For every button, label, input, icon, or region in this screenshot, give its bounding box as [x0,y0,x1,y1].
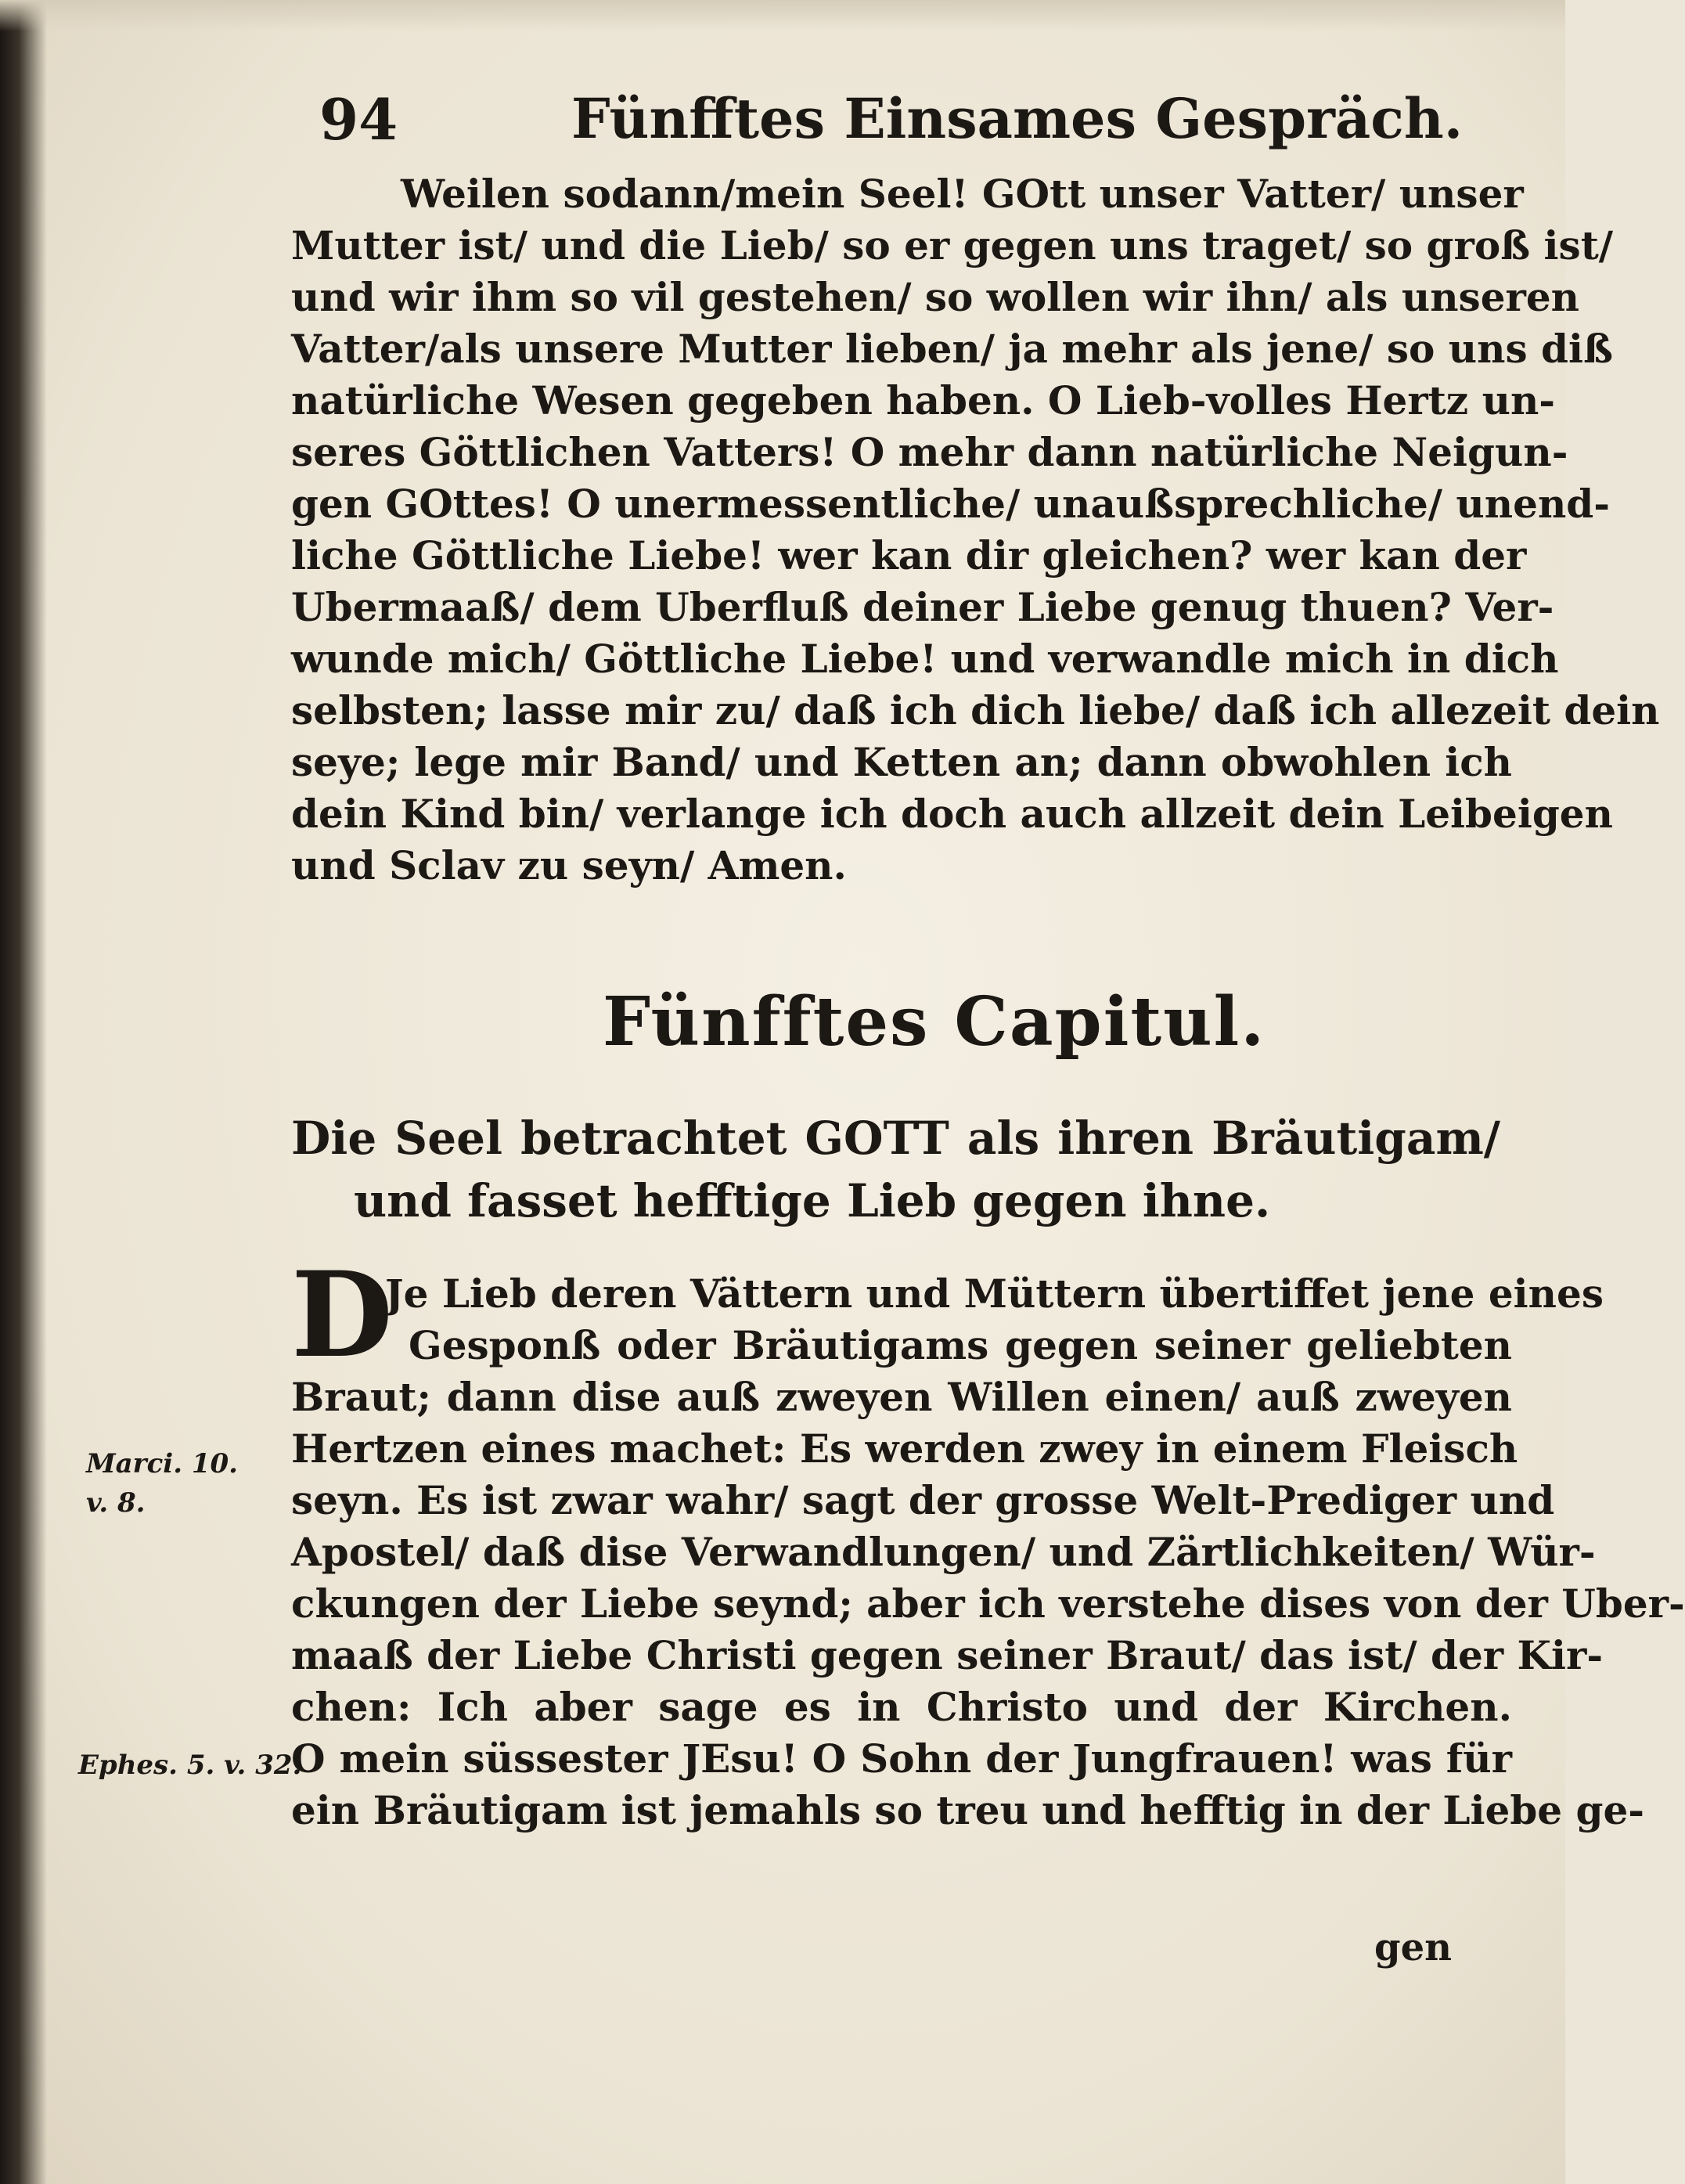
text-line: Ubermaaß/ dem Uberfluß deiner Liebe genug thuen? Ver- [291,584,1554,630]
text-line: und Sclav zu seyn/ Amen. [291,842,847,888]
text-line: seres Göttlichen Vatters! O mehr dann natürliche Neigun- [291,429,1568,475]
margin-note-reference: Ephes. 5. v. 32. [78,1750,302,1781]
drop-cap: D [291,1246,394,1384]
text-line: Je Lieb deren Vättern und Müttern übertiffet jene eines [385,1270,1604,1317]
text-line: liche Göttliche Liebe! wer kan dir gleichen? wer kan der [291,532,1527,578]
running-head [305,86,1464,157]
paragraph-1 [291,168,1660,904]
page-binding-shadow [0,0,47,2184]
chapter-summary-line-1: Die Seel betrachtet GOTT als ihren Bräutigam/ [291,1112,1500,1165]
text-line: Mutter ist/ und die Lieb/ so er gegen uns traget/ so groß ist/ [291,222,1614,268]
chapter-summary-line-2: und fasset hefftige Lieb gegen ihne. [354,1174,1271,1227]
margin-note-reference: Marci. 10. [86,1448,239,1479]
text-line: maaß der Liebe Christi gegen seiner Braut/ das ist/ der Kir- [291,1632,1604,1678]
page-number: 94 [319,86,398,153]
text-line: selbsten; lasse mir zu/ daß ich dich liebe/ daß ich allezeit dein [291,687,1660,733]
text-line: Apostel/ daß dise Verwandlungen/ und Zärtlichkeiten/ Wür- [291,1529,1596,1575]
text-line: ein Bräutigam ist jemahls so treu und hefftig in der Liebe ge- [291,1787,1645,1833]
text-line: chen: Ich aber sage es in Christo und der Kirchen. [291,1684,1512,1730]
text-line: Braut; dann dise auß zweyen Willen einen/ auß zweyen [291,1374,1512,1420]
text-line: Hertzen eines machet: Es werden zwey in einem Fleisch [291,1425,1518,1472]
text-line: seye; lege mir Band/ und Ketten an; dann obwohlen ich [291,739,1512,785]
running-title: Fünfftes Einsames Gespräch. [571,86,1464,151]
text-line: wunde mich/ Göttliche Liebe! und verwandle mich in dich [291,636,1559,682]
catchword: gen [1374,1926,1452,1970]
text-line: und wir ihm so vil gestehen/ so wollen wir ihn/ als unseren [291,274,1580,320]
text-line: Weilen sodann/mein Seel! GOtt unser Vatter/ unser [401,171,1524,217]
text-line: natürliche Wesen gegeben haben. O Lieb-volles Hertz un- [291,377,1556,423]
text-line: O mein süssester JEsu! O Sohn der Jungfrauen! was für [291,1735,1512,1782]
chapter-title: Fünfftes Capitul. [603,982,1266,1061]
text-line: seyn. Es ist zwar wahr/ sagt der grosse Welt-Prediger und [291,1477,1555,1523]
paragraph-2 [291,1268,1685,1910]
text-line: gen GOttes! O unermessentliche/ unaußsprechliche/ unend- [291,481,1611,527]
margin-note-reference: v. 8. [86,1487,146,1519]
text-line: ckungen der Liebe seynd; aber ich verstehe dises von der Uber- [291,1580,1685,1627]
page-top-shadow [0,0,1565,31]
text-line: Gesponß oder Bräutigams gegen seiner geliebten [409,1322,1512,1368]
text-line: dein Kind bin/ verlange ich doch auch allzeit dein Leibeigen [291,791,1613,837]
text-line: Vatter/als unsere Mutter lieben/ ja mehr als jene/ so uns diß [291,326,1613,372]
